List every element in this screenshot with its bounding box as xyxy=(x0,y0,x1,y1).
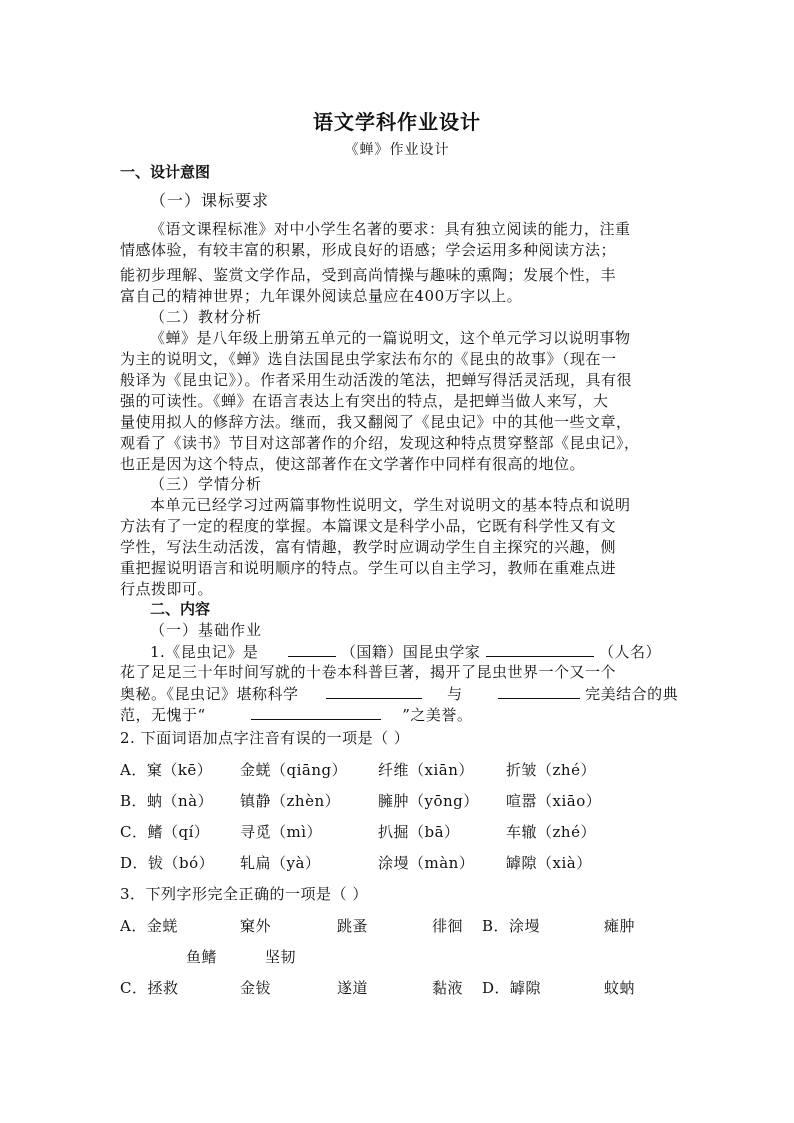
q1-text-3b: 与 xyxy=(447,685,463,703)
q1-blank-name[interactable] xyxy=(486,640,594,657)
q3-option-a-word-3: 跳蚤 xyxy=(337,917,369,935)
question-1-line-4 xyxy=(120,703,472,725)
q1-blank-science[interactable] xyxy=(326,682,422,699)
q3-option-c-word-2: 金钹 xyxy=(240,979,272,997)
q2-option-d-item-2: 轧扁（yà） xyxy=(240,854,321,872)
q2-option-c-item-1: C．鳍（qí） xyxy=(120,823,210,841)
q2-option-b-item-3: 臃肿（yōng） xyxy=(378,792,479,810)
q2-option-c-item-2: 寻觅（mì） xyxy=(240,823,323,841)
q3-option-a-word-4: 徘徊 xyxy=(432,917,464,935)
question-1-line-1 xyxy=(150,640,661,662)
paragraph-line: 《语文课程标准》对中小学生名著的要求：具有独立阅读的能力，注重 xyxy=(150,220,631,238)
q1-text-a: 1.《昆虫记》是 xyxy=(150,643,259,661)
q3-option-b-word-4: 坚韧 xyxy=(265,948,297,966)
q1-text-c: （人名） xyxy=(598,643,661,661)
q3-option-b-word-3: 鱼鳍 xyxy=(186,948,218,966)
q3-option-a-word-1: A．金蜣 xyxy=(120,917,178,935)
q3-option-c-word-3: 遂道 xyxy=(337,979,369,997)
q2-option-b-item-2: 镇静（zhèn） xyxy=(240,792,341,810)
question-2-stem: 2. 下面词语加点字注音有误的一项是（ ） xyxy=(120,729,410,747)
q3-option-b-word-2: 瘫肿 xyxy=(604,917,636,935)
q1-text-4b: ”之美誉。 xyxy=(402,706,473,724)
q2-option-a-item-2: 金蜣（qiāng） xyxy=(240,761,348,779)
paragraph-line: 般译为《昆虫记》）。作者采用生动活泼的笔法，把蝉写得活灵活现，具有很 xyxy=(120,371,633,389)
q1-text-3c: 完美结合的典 xyxy=(585,685,679,703)
q2-option-a-item-3: 纤维（xiān） xyxy=(378,761,474,779)
subheading-basic-homework: （一）基础作业 xyxy=(150,621,263,639)
q2-option-c-item-3: 扒掘（bā） xyxy=(378,823,460,841)
q1-text-b: （国籍）国昆虫学家 xyxy=(340,643,481,661)
question-1-line-3 xyxy=(120,682,678,704)
paragraph-line: 为主的说明文，《蝉》选自法国昆虫学家法布尔的《昆虫的故事》（现在一 xyxy=(120,350,617,368)
q3-option-d-word-2: 蚊蚋 xyxy=(604,979,636,997)
paragraph-line: 学性，写法生动活泼，富有情趣，教学时应调动学生自主探究的兴趣，侧 xyxy=(120,538,617,556)
page-title: 语文学科作业设计 xyxy=(313,110,481,134)
q2-option-a-item-1: A．窠（kē） xyxy=(120,761,213,779)
q1-text-4a: 范，无愧于“ xyxy=(120,706,206,724)
paragraph-line: 情感体验，有较丰富的积累，形成良好的语感；学会运用多种阅读方法； xyxy=(120,241,617,259)
q3-option-c-word-4: 黏液 xyxy=(432,979,464,997)
q1-blank-art[interactable] xyxy=(498,682,580,699)
q2-option-a-item-4: 折皱（zhé） xyxy=(506,761,596,779)
paragraph-line: 本单元已经学习过两篇事物性说明文，学生对说明文的基本特点和说明 xyxy=(150,496,631,514)
paragraph-line: 重把握说明语言和说明顺序的特点。学生可以自主学习，教师在重难点进 xyxy=(120,559,617,577)
q1-blank-reputation[interactable] xyxy=(251,703,381,720)
q3-option-a-word-2: 窠外 xyxy=(240,917,272,935)
page-subtitle: 《蝉》作业设计 xyxy=(344,142,450,158)
q2-option-d-item-3: 涂墁（màn） xyxy=(378,854,475,872)
q2-option-c-item-4: 车辙（zhé） xyxy=(506,823,596,841)
subheading-student-analysis: （三）学情分析 xyxy=(150,475,263,493)
q1-blank-nationality[interactable] xyxy=(288,640,336,657)
paragraph-line: 观看了《读书》节目对这部著作的介绍，发现这种特点贯穿整部《昆虫记》， xyxy=(120,434,640,452)
subheading-textbook-analysis: （二）教材分析 xyxy=(150,308,263,326)
subheading-curriculum-requirements: （一）课标要求 xyxy=(150,191,270,210)
q2-option-d-item-1: D．钹（bó） xyxy=(120,854,215,872)
q3-option-c-word-1: C．拯救 xyxy=(120,979,179,997)
paragraph-line: 强的可读性。《蝉》在语言表达上有突出的特点，是把蝉当做人来写，大 xyxy=(120,392,609,410)
q3-option-b-word-1: B．涂墁 xyxy=(482,917,541,935)
question-1-line-2: 花了足足三十年时间写就的十卷本科普巨著，揭开了昆虫世界一个又一个 xyxy=(120,663,617,681)
q2-option-d-item-4: 罅隙（xià） xyxy=(506,854,592,872)
section-heading-content: 二、内容 xyxy=(150,600,211,618)
paragraph-line: 《蝉》是八年级上册第五单元的一篇说明文，这个单元学习以说明事物 xyxy=(150,329,631,347)
q1-text-3a: 奥秘。《昆虫记》堪称科学 xyxy=(120,685,299,703)
paragraph-line: 也正是因为这个特点，使这部著作在文学著作中同样有很高的地位。 xyxy=(120,455,586,473)
paragraph-line: 富自己的精神世界；九年课外阅读总量应在400万字以上。 xyxy=(120,287,523,305)
q3-option-d-word-1: D．罅隙 xyxy=(482,979,542,997)
paragraph-line: 方法有了一定的程度的掌握。本篇课文是科学小品，它既有科学性又有文 xyxy=(120,517,617,535)
paragraph-line: 量使用拟人的修辞方法。继而，我又翻阅了《昆虫记》中的其他一些文章， xyxy=(120,413,632,431)
paragraph-line: 能初步理解、鉴赏文学作品，受到高尚情操与趣味的熏陶；发展个性，丰 xyxy=(120,266,617,284)
q2-option-b-item-4: 喧嚣（xiāo） xyxy=(506,792,602,810)
section-heading-design-intent: 一、设计意图 xyxy=(120,163,211,181)
q2-option-b-item-1: B．蚋（nà） xyxy=(120,792,214,810)
paragraph-line: 行点拨即可。 xyxy=(120,580,214,598)
question-3-stem: 3．下列字形完全正确的一项是（ ） xyxy=(120,885,368,903)
